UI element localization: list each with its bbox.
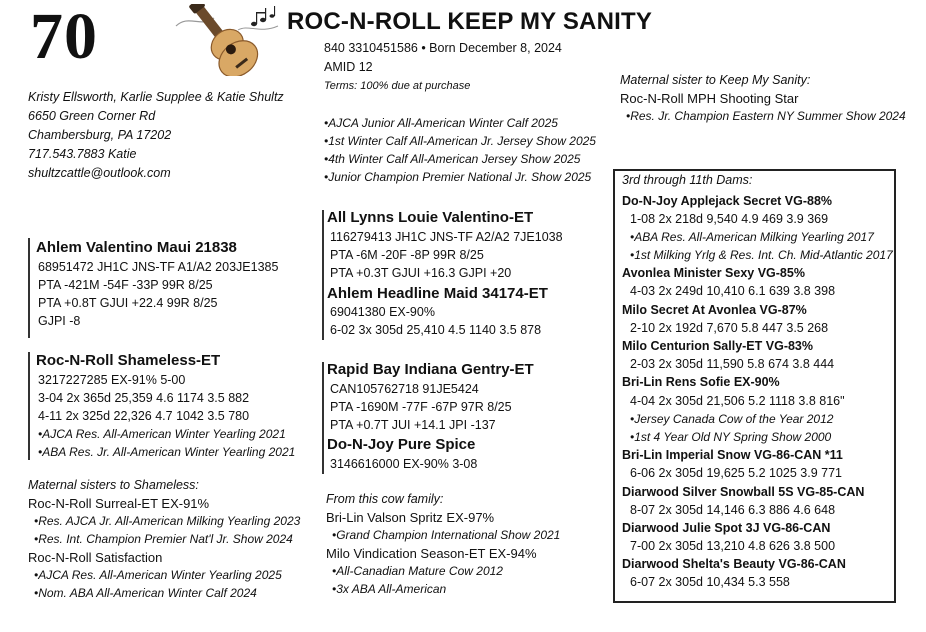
pedigree-bracket	[322, 210, 324, 340]
ancestor-dam-name: Diarwood Julie Spot 3J VG-86-CAN	[622, 520, 831, 535]
sire-line: PTA +0.8T GJUI +22.4 99R 8/25	[38, 296, 218, 310]
section-heading: Maternal sisters to Shameless:	[28, 478, 199, 492]
consignor-block	[28, 90, 284, 185]
animal-awards	[324, 116, 596, 185]
dam-name: Roc-N-Roll Shameless-ET	[36, 352, 221, 369]
award-item: •Junior Champion Premier National Jr. Show 2025	[324, 170, 592, 184]
dam-sire-line: PTA +0.7T JUI +14.1 JPI -137	[330, 418, 496, 432]
ancestor-dam-record: 2-03 2x 305d 11,590 5.8 674 3.8 444	[630, 357, 835, 372]
pedigree-bracket	[28, 238, 30, 338]
sister-award: •Nom. ABA All-American Winter Calf 2024	[34, 586, 257, 600]
consignor-names: Kristy Ellsworth, Karlie Supplee & Katie Shultz	[28, 90, 284, 104]
ancestor-dam-record: 4-04 2x 305d 21,506 5.2 1118 3.8 816"	[630, 393, 845, 408]
section-heading: From this cow family:	[326, 492, 444, 506]
dam-line: 3-04 2x 365d 25,359 4.6 1174 3.5 882	[38, 391, 250, 405]
maternal-sisters	[28, 478, 300, 604]
dam-sire-details	[330, 382, 512, 436]
ancestor-dam-record: 1-08 2x 218d 9,540 4.9 469 3.9 369	[630, 211, 829, 226]
registration-line: 840 3310451586 • Born December 8, 2024	[324, 41, 562, 55]
section-heading: Maternal sister to Keep My Sanity:	[620, 73, 811, 87]
sister-name: Roc-N-Roll MPH Shooting Star	[620, 91, 799, 106]
dam-sire-line: PTA -1690M -77F -67P 97R 8/25	[330, 400, 512, 414]
dam-award: •ABA Res. Jr. All-American Winter Yearling 2021	[38, 445, 296, 459]
sire-line: 68951472 JH1C JNS-TF A1/A2 203JE1385	[38, 260, 279, 274]
ancestor-dam-name: Milo Centurion Sally-ET VG-83%	[622, 339, 813, 353]
pedigree-bracket	[322, 362, 324, 474]
terms: Terms: 100% due at purchase	[324, 80, 471, 92]
ancestor-dam-name: Bri-Lin Rens Sofie EX-90%	[622, 375, 780, 390]
family-cow-award: •Grand Champion International Show 2021	[332, 528, 561, 542]
family-cow-name: Milo Vindication Season-ET EX-94%	[326, 546, 537, 561]
consignor-address1: 6650 Green Corner Rd	[28, 109, 156, 123]
ancestor-dam-record: 6-06 2x 305d 19,625 5.2 1025 3.9 771	[630, 466, 842, 481]
ancestor-dam-name: Avonlea Minister Sexy VG-85%	[622, 266, 805, 281]
ancestor-dam-award: •ABA Res. All-American Milking Yearling 2017	[630, 229, 874, 244]
sire-sire-line: PTA -6M -20F -8P 99R 8/25	[330, 248, 484, 262]
consignor-phone: 717.543.7883 Katie	[28, 147, 137, 161]
award-item: •1st Winter Calf All-American Jr. Jersey Show 2025	[324, 134, 596, 148]
ancestor-dam-record: 6-07 2x 305d 10,434 5.3 558	[630, 575, 790, 590]
guitar-icon	[168, 4, 284, 76]
ancestor-dam-name: Diarwood Shelta's Beauty VG-86-CAN	[622, 557, 846, 572]
sire-dam-line: 69041380 EX-90%	[330, 305, 435, 319]
ancestor-dam-award: •1st 4 Year Old NY Spring Show 2000	[630, 429, 832, 444]
sire-details	[38, 260, 278, 332]
award-item: •AJCA Junior All-American Winter Calf 2025	[324, 116, 558, 130]
sister-name: Roc-N-Roll Satisfaction	[28, 550, 163, 565]
cow-family	[326, 492, 560, 600]
award-item: •4th Winter Calf All-American Jersey Show 2025	[324, 152, 581, 166]
ancestor-dam-record: 8-07 2x 305d 14,146 6.3 886 4.6 648	[630, 502, 836, 517]
family-cow-award: •All-Canadian Mature Cow 2012	[332, 564, 503, 578]
consignor-address2: Chambersburg, PA 17202	[28, 128, 172, 142]
sire-dam-line: 6-02 3x 305d 25,410 4.5 1140 3.5 878	[330, 323, 542, 337]
amid: AMID 12	[324, 60, 373, 74]
ancestor-dam-name: Do-N-Joy Applejack Secret VG-88%	[622, 193, 833, 208]
sire-line: PTA -421M -54F -33P 99R 8/25	[38, 278, 213, 292]
ancestor-dam-name: Diarwood Silver Snowball 5S VG-85-CAN	[622, 484, 865, 499]
ancestor-dam-award: •1st Milking Yrlg & Res. Int. Ch. Mid-Atlantic 2017	[630, 248, 893, 263]
dam-sire-line: CAN105762718 91JE5424	[330, 382, 479, 396]
dams-list	[622, 173, 893, 592]
dam-details	[38, 373, 295, 463]
sire-line: GJPI -8	[38, 314, 81, 328]
dam-dam-name: Do-N-Joy Pure Spice	[327, 436, 476, 453]
sire-sire-name: All Lynns Louie Valentino-ET	[327, 209, 534, 226]
dam-line: 4-11 2x 325d 22,326 4.7 1042 3.5 780	[38, 409, 250, 423]
ancestor-dam-record: 2-10 2x 192d 7,670 5.8 447 3.5 268	[630, 320, 829, 335]
ancestor-dam-name: Bri-Lin Imperial Snow VG-86-CAN *11	[622, 448, 843, 463]
section-heading: 3rd through 11th Dams:	[622, 173, 753, 187]
sire-dam-name: Ahlem Headline Maid 34174-ET	[327, 285, 548, 302]
ancestor-dam-award: •Jersey Canada Cow of the Year 2012	[630, 411, 834, 426]
sire-sire-details	[330, 230, 563, 284]
dam-award: •AJCA Res. All-American Winter Yearling 2021	[38, 427, 286, 441]
sister-name: Roc-N-Roll Surreal-ET EX-91%	[28, 496, 210, 511]
dam-line: 3217227285 EX-91% 5-00	[38, 373, 186, 387]
family-cow-award: •3x ABA All-American	[332, 582, 447, 596]
ancestor-dam-name: Milo Secret At Avonlea VG-87%	[622, 302, 807, 317]
maternal-sister-top	[620, 73, 906, 127]
family-cow-name: Bri-Lin Valson Spritz EX-97%	[326, 510, 495, 525]
consignor-email: shultzcattle@outlook.com	[28, 166, 171, 180]
sister-award: •AJCA Res. All-American Winter Yearling 2025	[34, 568, 282, 582]
sire-name: Ahlem Valentino Maui 21838	[36, 239, 237, 256]
sister-award: •Res. Int. Champion Premier Nat'l Jr. Show 2024	[34, 532, 293, 546]
sister-award: •Res. AJCA Jr. All-American Milking Yearling 2023	[34, 514, 301, 528]
dam-sire-name: Rapid Bay Indiana Gentry-ET	[327, 361, 534, 378]
ancestor-dam-record: 4-03 2x 249d 10,410 6.1 639 3.8 398	[630, 284, 836, 299]
dam-dam-details: 3146616000 EX-90% 3-08	[330, 457, 478, 471]
sister-award: •Res. Jr. Champion Eastern NY Summer Show 2024	[626, 109, 906, 123]
ancestor-dam-record: 7-00 2x 305d 13,210 4.8 626 3.8 500	[630, 539, 836, 554]
lot-number: 70	[30, 0, 98, 73]
sire-dam-details	[330, 305, 541, 341]
pedigree-bracket	[28, 352, 30, 460]
sire-sire-line: PTA +0.3T GJUI +16.3 GJPI +20	[330, 266, 512, 280]
page-title: ROC-N-ROLL KEEP MY SANITY	[287, 8, 653, 35]
sire-sire-line: 116279413 JH1C JNS-TF A2/A2 7JE1038	[330, 230, 563, 244]
